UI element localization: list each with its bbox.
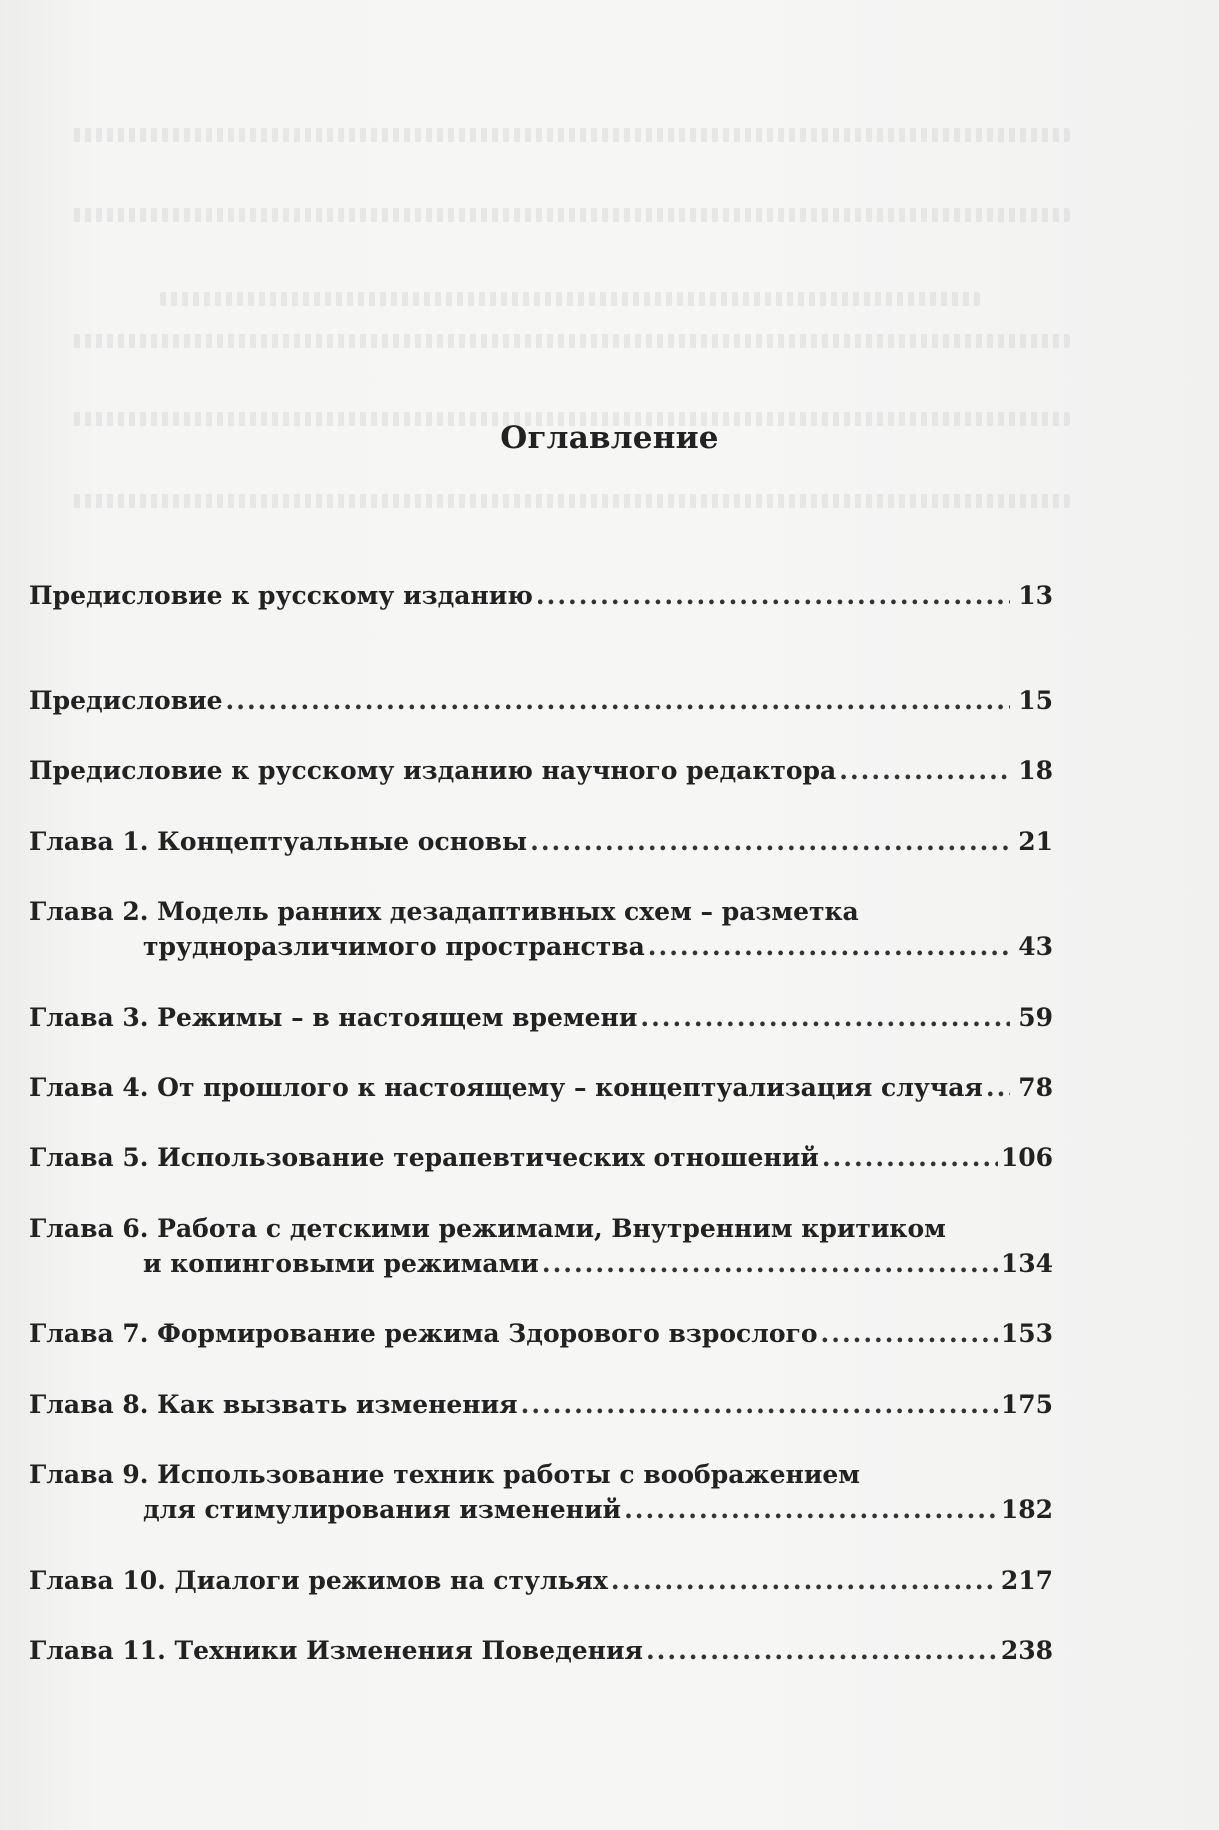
toc-entry-page: 59 (1018, 1003, 1053, 1032)
toc-entry-page: 182 (1000, 1495, 1053, 1524)
toc-entry-page: 43 (1018, 932, 1053, 961)
toc-entry (29, 1457, 1053, 1527)
dot-leader (821, 1316, 998, 1351)
toc-entry-title: Глава 6. Работа с детскими режимами, Внутренним критиком (29, 1214, 946, 1243)
toc-title: Оглавление (500, 420, 719, 456)
toc-entry-title: Предисловие к русскому изданию (29, 581, 533, 610)
toc-entry-page: 18 (1018, 756, 1053, 785)
show-through-line (160, 292, 980, 306)
toc-entry-title: Глава 8. Как вызвать изменения (29, 1390, 518, 1419)
toc-entry (29, 1000, 1053, 1035)
toc-entry (29, 753, 1053, 788)
toc-entry-page: 153 (1000, 1319, 1053, 1348)
show-through-line (70, 334, 1070, 348)
toc-entry-title: Глава 1. Концептуальные основы (29, 827, 528, 856)
toc-entry-title: Предисловие (29, 686, 223, 715)
toc-entry-title: Глава 3. Режимы – в настоящем времени (29, 1003, 638, 1032)
toc-entry-title: Глава 7. Формирование режима Здорового взрослого (29, 1319, 818, 1348)
toc-entry-title: Глава 11. Техники Изменения Поведения (29, 1636, 643, 1665)
toc-entry-page: 106 (1000, 1143, 1053, 1172)
dot-leader (226, 683, 1010, 718)
dot-leader (624, 1492, 998, 1527)
toc-entry-title-cont: и копинговыми режимами (143, 1249, 539, 1278)
show-through-line (70, 208, 1070, 222)
dot-leader (822, 1140, 998, 1175)
dot-leader (646, 1633, 998, 1668)
dot-leader (839, 753, 1010, 788)
toc-entry-title: Предисловие к русскому изданию научного редактора (29, 756, 837, 785)
toc-entry-page: 78 (1018, 1073, 1053, 1102)
toc-entry (29, 683, 1053, 718)
toc-entry (29, 1211, 1053, 1281)
dot-leader (986, 1070, 1010, 1105)
toc-entry (29, 578, 1053, 613)
toc-entry-title: Глава 2. Модель ранних дезадаптивных схем – разметка (29, 897, 859, 926)
toc-entry-title: Глава 10. Диалоги режимов на стульях (29, 1566, 608, 1595)
dot-leader (611, 1563, 998, 1598)
dot-leader (530, 824, 1010, 859)
toc-entry-page: 21 (1018, 827, 1053, 856)
toc-entry-page: 175 (1000, 1390, 1053, 1419)
show-through-line (70, 128, 1070, 142)
toc-entry-page: 134 (1000, 1249, 1053, 1278)
dot-leader (640, 1000, 1010, 1035)
toc-entry-page: 13 (1018, 581, 1053, 610)
toc-entry (29, 1316, 1053, 1351)
toc-entry-title: Глава 9. Использование техник работы с воображением (29, 1460, 861, 1489)
toc-entry (29, 1140, 1053, 1175)
toc-entry-page: 217 (1000, 1566, 1053, 1595)
toc-entry (29, 1387, 1053, 1422)
toc-entry-page: 238 (1000, 1636, 1053, 1665)
toc-entry (29, 1633, 1053, 1668)
toc-entry-title-cont: для стимулирования изменений (143, 1495, 622, 1524)
toc-entry (29, 894, 1053, 964)
dot-leader (521, 1387, 998, 1422)
show-through-line (70, 494, 1070, 508)
toc-entry (29, 1563, 1053, 1598)
dot-leader (536, 578, 1010, 613)
dot-leader (648, 929, 1010, 964)
toc-entry-title-cont: труднoразличимого пространства (143, 932, 645, 961)
toc-entry-page: 15 (1018, 686, 1053, 715)
toc-entry-title: Глава 5. Использование терапевтических отношений (29, 1143, 819, 1172)
toc-entry (29, 824, 1053, 859)
toc-entry (29, 1070, 1053, 1105)
toc-entry-title: Глава 4. От прошлого к настоящему – концептуализация случая (29, 1073, 983, 1102)
dot-leader (542, 1246, 998, 1281)
